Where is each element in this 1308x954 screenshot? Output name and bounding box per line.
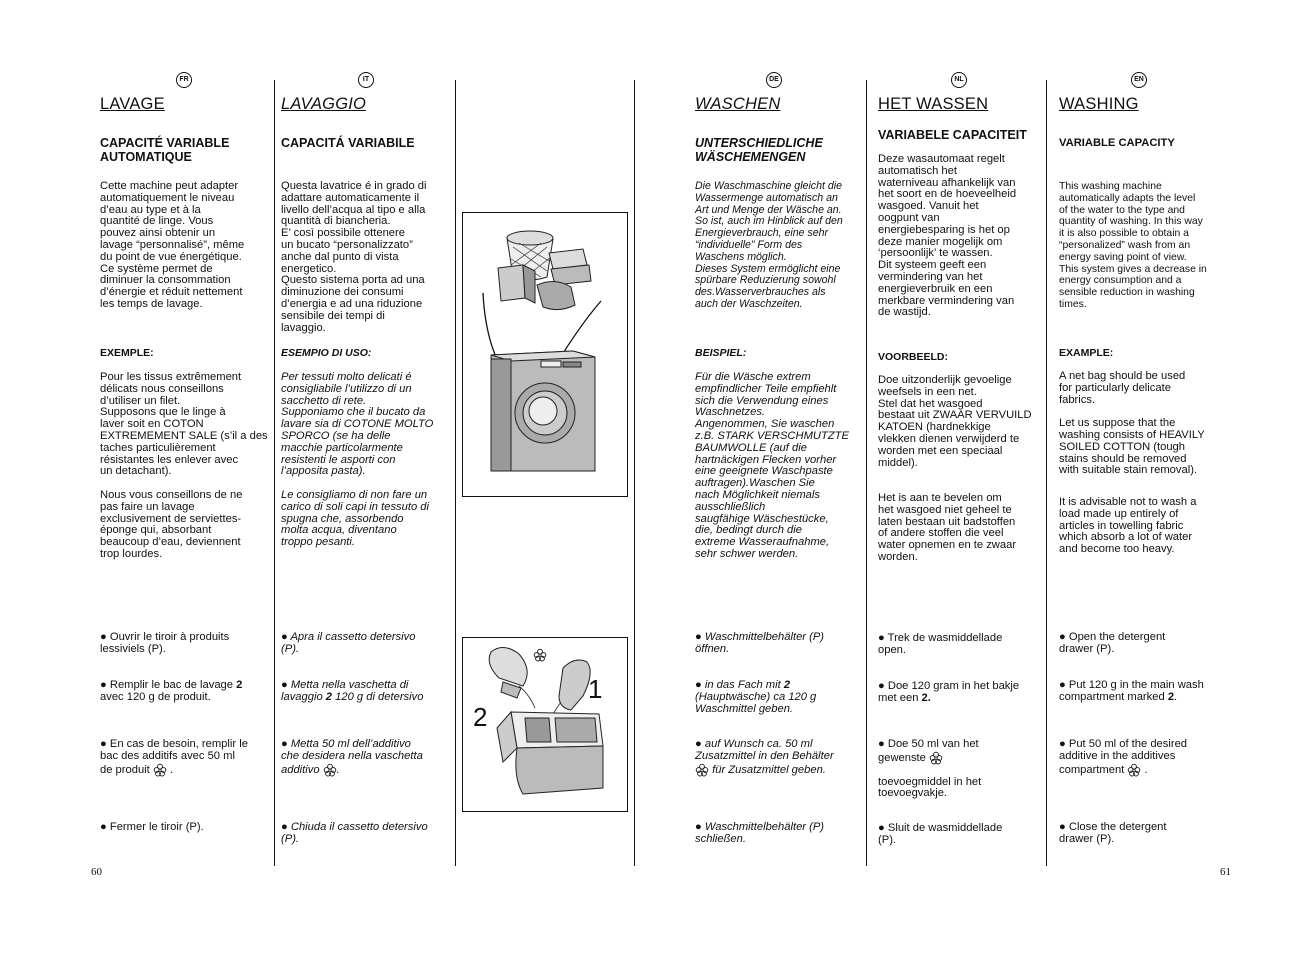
detergent-drawer-illustration bbox=[462, 637, 628, 812]
section-subtitle: VARIABLE CAPACITY bbox=[1059, 137, 1175, 149]
section-title: HET WASSEN bbox=[878, 95, 989, 113]
example-text-2: Le consigliamo di non fare un carico di soli capi in tessuto di spugna che, assorbendo molta acqua, diventano troppo pesanti. bbox=[281, 489, 429, 549]
example-label: VOORBEELD: bbox=[878, 351, 949, 363]
step-close-drawer: ● Sluit de wasmiddellade (P). bbox=[878, 822, 1003, 846]
section-title: WASHING bbox=[1059, 95, 1139, 113]
step-open-drawer: ● Open the detergent drawer (P). bbox=[1059, 631, 1166, 655]
step-open-drawer: ● Trek de wasmiddellade open. bbox=[878, 632, 1003, 656]
step-main-wash: ● Doe 120 gram in het bakje met een 2. bbox=[878, 680, 1020, 704]
washing-machine-illustration bbox=[462, 212, 628, 497]
intro-text: This washing machine automatically adapts the level of the water to the type and quantity of washing. In this way it is also possible to obtain a “personalized” wash from an energy saving point of view. This system gives a decrease in energy consumption and a sensible reduction in washing times. bbox=[1059, 181, 1207, 310]
language-badge-en: EN bbox=[1131, 72, 1147, 88]
example-text-2: Nous vous conseillons de ne pas faire un lavage exclusivement de serviettes- éponge qui, absorbant beaucoup d’eau, deviennent trop lourdes. bbox=[100, 489, 243, 560]
flower-icon bbox=[929, 751, 943, 765]
example-label: EXAMPLE: bbox=[1059, 347, 1114, 359]
flower-icon bbox=[153, 763, 167, 777]
example-text-1: Pour les tissus extrêmement délicats nous conseillons d’utiliser un filet. Supposons que le linge à laver soit en COTON EXTREMEMENT SALE (s’il a des taches particulièrement résistantes les enlever avec un detachant). bbox=[100, 371, 268, 478]
example-text-1: Für die Wäsche extrem empfindlicher Teile empfiehlt sich die Verwendung eines Waschnetzes. Angenommen, Sie waschen z.B. STARK VERSCHMUTZTE BAUMWOLLE (auf die hartnäckigen Flecken vorher eine geeignete Waschpaste auftragen).Waschen Sie nach Möglichkeit niemals ausschließlich saugfähige Wäschestücke, die, bedingt durch die extreme Wasseraufnahme, sehr schwer werden. bbox=[695, 371, 849, 560]
step-open-drawer: ● Ouvrir le tiroir à produits lessiviels (P). bbox=[100, 631, 230, 655]
step-main-wash: ● Put 120 g in the main wash compartment marked 2. bbox=[1059, 679, 1204, 703]
step-close-drawer: ● Chiuda il cassetto detersivo (P). bbox=[281, 821, 428, 845]
example-text-1: Per tessuti molto delicati é consigliabile l’utilizzo di un sacchetto di rete. Supponiamo che il bucato da lavare sia di COTONE MOLTO SPORCO (se ha delle macchie particolarmente resistenti le asporti con l’apposita pasta). bbox=[281, 371, 434, 478]
column-divider bbox=[1046, 80, 1047, 866]
column-divider bbox=[274, 80, 275, 866]
step-open-drawer: ● Waschmittelbehälter (P) öffnen. bbox=[695, 631, 825, 655]
drawer-drawing bbox=[463, 638, 627, 811]
figure-label-1: 1 bbox=[588, 674, 603, 704]
step-additive: ● auf Wunsch ca. 50 ml Zusatzmittel in den Behälter für Zusatzmittel geben. bbox=[695, 738, 834, 776]
section-subtitle: UNTERSCHIEDLICHE WÄSCHEMENGEN bbox=[695, 136, 823, 164]
step-additive: ● Put 50 ml of the desired additive in the additives compartment . bbox=[1059, 738, 1188, 776]
step-close-drawer: ● Fermer le tiroir (P). bbox=[100, 821, 204, 833]
language-badge-nl: NL bbox=[951, 72, 967, 88]
example-label: EXEMPLE: bbox=[100, 347, 154, 359]
intro-text: Deze wasautomaat regelt automatisch het waterniveau afhankelijk van het soort en de hoeveelheid wasgoed. Vanuit het oogpunt van energiebesparing is het op deze manier mogelijk om ‘persoonlijk’ te wassen. Dit systeem geeft een vermindering van het energieverbruik en een merkbare vermindering van de wastijd. bbox=[878, 153, 1017, 319]
language-badge-it: IT bbox=[358, 72, 374, 88]
flower-icon bbox=[695, 763, 709, 777]
figure-label-2: 2 bbox=[473, 702, 488, 732]
intro-text: Die Waschmaschine gleicht die Wassermenge automatisch an Art und Menge der Wäsche an. So ist, auch im Hinblick auf den Energieverbrauch, eine sehr “individuelle” Form des Waschens möglich. Dieses System ermöglicht eine spürbare Reduzierung sowohl des.Wasserverbrauches als auch der Waschzeiten. bbox=[695, 180, 843, 310]
column-divider bbox=[455, 80, 456, 866]
step-close-drawer: ● Waschmittelbehälter (P) schließen. bbox=[695, 821, 825, 845]
washing-machine-drawing bbox=[463, 213, 627, 496]
section-title: LAVAGGIO bbox=[281, 95, 367, 113]
section-subtitle: CAPACITÁ VARIABILE bbox=[281, 136, 415, 150]
example-label: ESEMPIO DI USO: bbox=[281, 347, 372, 359]
example-text-2: Het is aan te bevelen om het wasgoed niet geheel te laten bestaan uit badstoffen of andere stoffen die veel water opnemen en te zwaar worden. bbox=[878, 492, 1017, 563]
section-subtitle: CAPACITÉ VARIABLE AUTOMATIQUE bbox=[100, 136, 230, 164]
example-label: BEISPIEL: bbox=[695, 347, 747, 359]
example-text-1: Doe uitzonderlijk gevoelige weefsels in een net. Stel dat het wasgoed bestaat uit ZWAAR VERVUILD KATOEN (hardnekkige vlekken dienen verwijderd te worden met een speciaal middel). bbox=[878, 374, 1032, 469]
step-open-drawer: ● Apra il cassetto detersivo (P). bbox=[281, 631, 416, 655]
step-additive: ● Doe 50 ml van het gewenste toevoegmiddel in het toevoegvakje. bbox=[878, 738, 982, 800]
flower-icon bbox=[323, 763, 337, 777]
page-number-left: 60 bbox=[91, 866, 102, 878]
example-text-1: A net bag should be used for particularly delicate fabrics. Let us suppose that the washing consists of HEAVILY SOILED COTTON (tough stains should be removed with suitable stain removal). bbox=[1059, 370, 1205, 477]
step-additive: ● Metta 50 ml dell’additivo che desidera nella vaschetta additivo . bbox=[281, 738, 423, 776]
section-title: WASCHEN bbox=[695, 95, 781, 113]
language-badge-de: DE bbox=[766, 72, 782, 88]
column-divider bbox=[866, 80, 867, 866]
example-text-2: It is advisable not to wash a load made up entirely of articles in towelling fabric which absorb a lot of water and become too heavy. bbox=[1059, 496, 1197, 556]
intro-text: Cette machine peut adapter automatiquement le niveau d’eau au type et à la quantité de linge. Vous pouvez ainsi obtenir un lavage “personnalisé”, même du point de vue énergétique. Ce système permet de diminuer la consommation d’énergie et réduit nettement les temps de lavage. bbox=[100, 180, 245, 310]
step-close-drawer: ● Close the detergent drawer (P). bbox=[1059, 821, 1167, 845]
section-title: LAVAGE bbox=[100, 95, 165, 113]
section-subtitle: VARIABELE CAPACITEIT bbox=[878, 128, 1027, 142]
step-main-wash: ● in das Fach mit 2 (Hauptwäsche) ca 120 g Waschmittel geben. bbox=[695, 679, 817, 715]
column-divider bbox=[634, 80, 635, 866]
step-main-wash: ● Remplir le bac de lavage 2 avec 120 g de produit. bbox=[100, 679, 243, 703]
language-badge-fr: FR bbox=[176, 72, 192, 88]
step-main-wash: ● Metta nella vaschetta di lavaggio 2 120 g di detersivo bbox=[281, 679, 424, 703]
page-number-right: 61 bbox=[1220, 866, 1231, 878]
flower-icon bbox=[1127, 763, 1141, 777]
intro-text: Questa lavatrice é in grado di adattare automaticamente il livello dell’acqua al tipo e alla quantità di biancheria. E’ così possibile ottenere un bucato “personalizzato” anche dal punto di vista energetico. Questo sistema porta ad una diminuzione dei consumi d’energia e ad una riduzione sensibile dei tempi di lavaggio. bbox=[281, 180, 427, 334]
step-additive: ● En cas de besoin, remplir le bac des additifs avec 50 ml de produit . bbox=[100, 738, 248, 776]
